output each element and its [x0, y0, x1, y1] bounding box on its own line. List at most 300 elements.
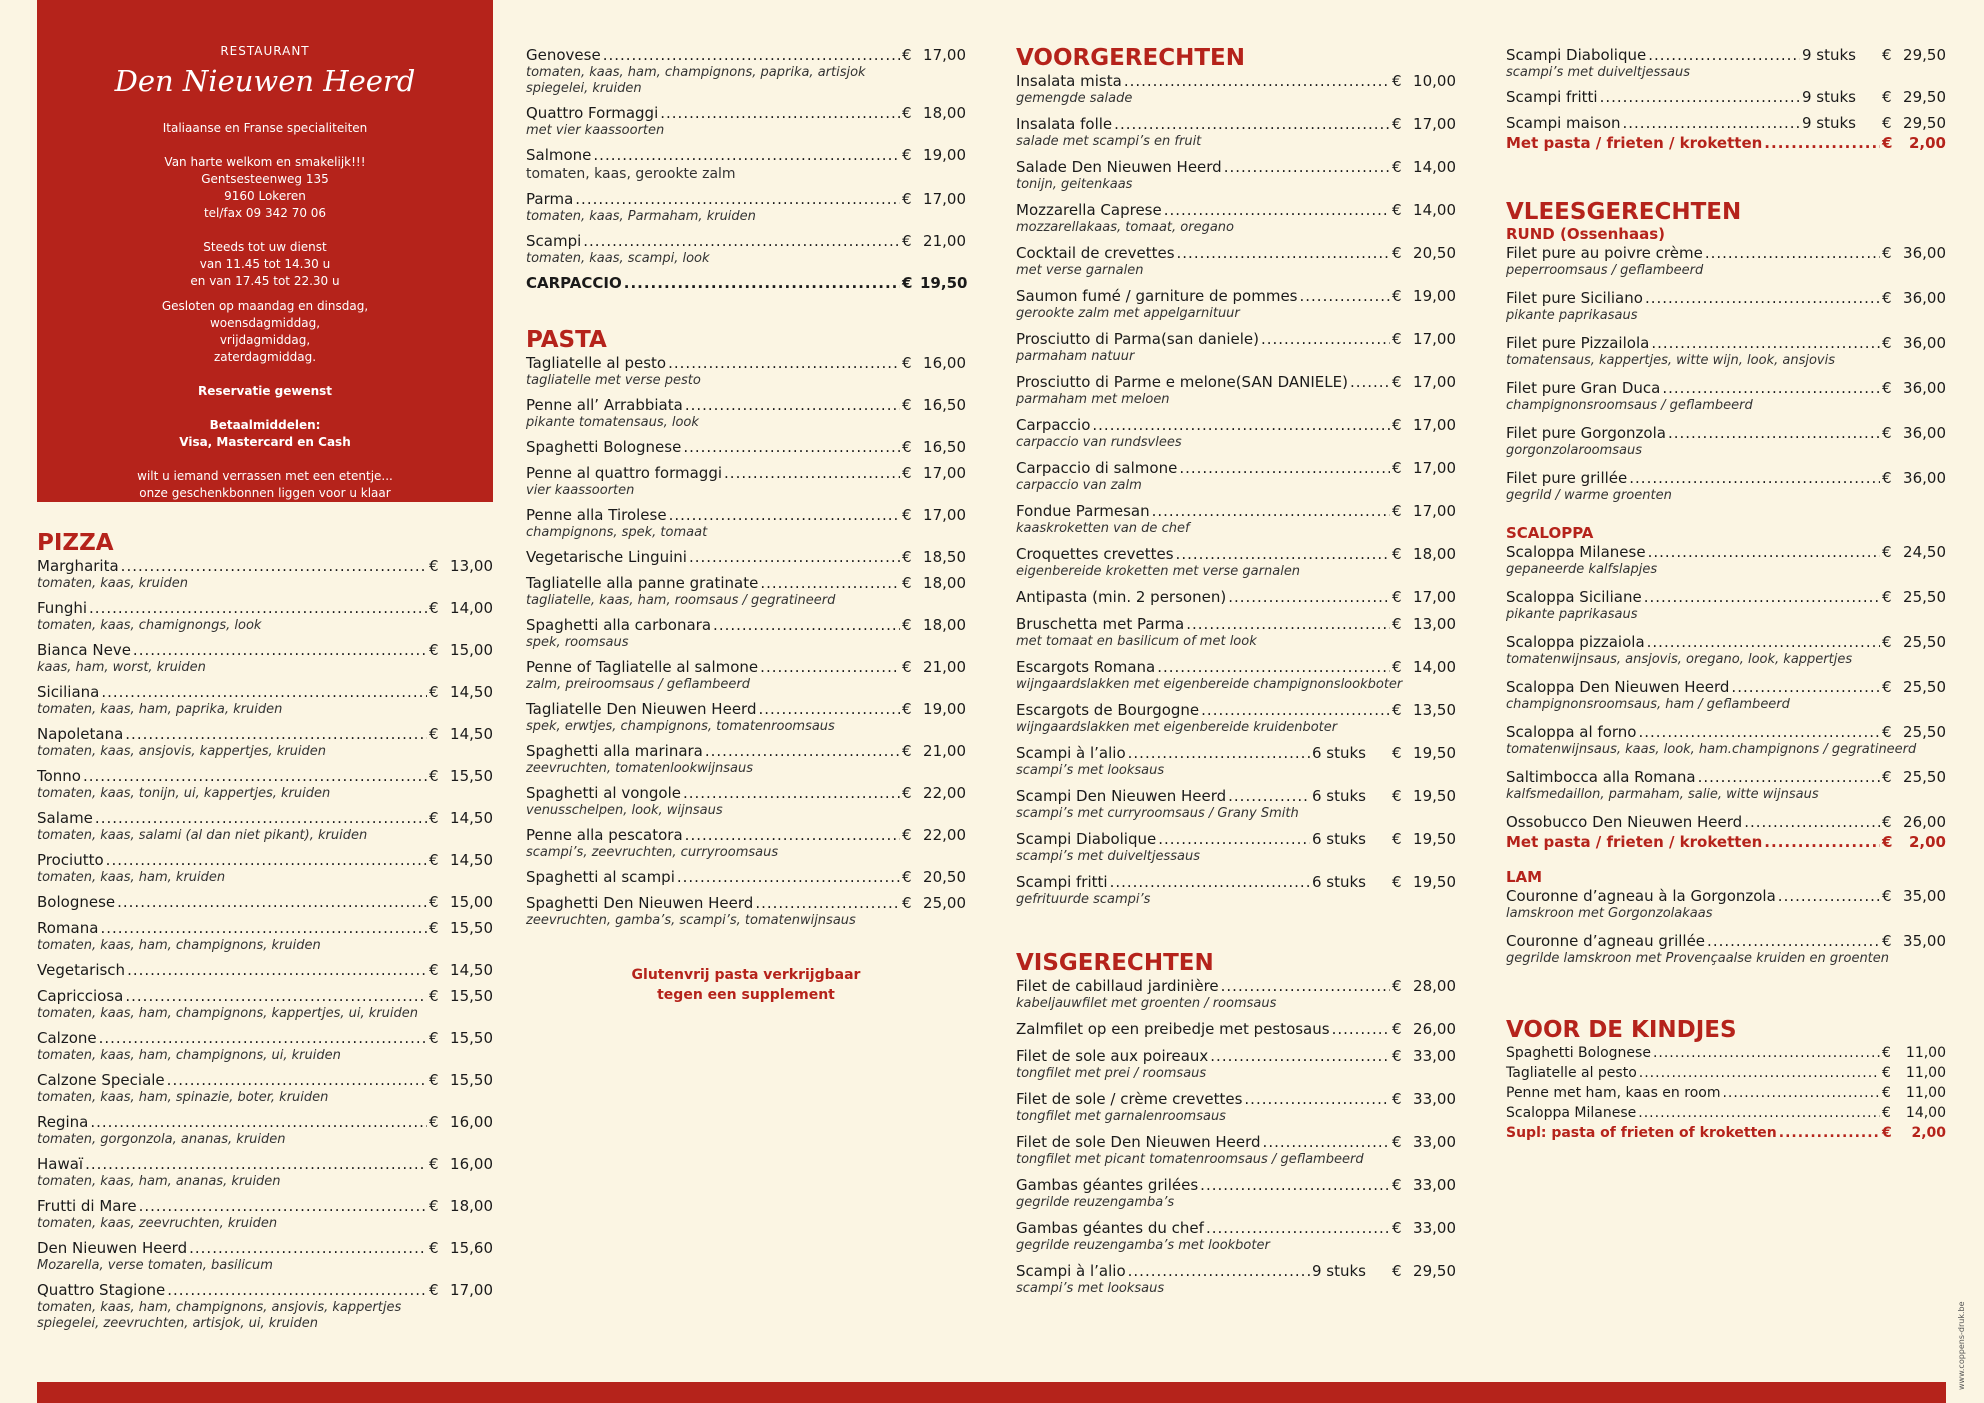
menu-item-name: Penne al quattro formaggi [526, 464, 723, 482]
menu-item [37, 850, 493, 886]
menu-item-price: 17,00 [923, 506, 966, 524]
menu-item-currency: € [1392, 330, 1402, 348]
menu-item-name: Tagliatelle Den Nieuwen Heerd [526, 700, 757, 718]
menu-item-name: Scampi Den Nieuwen Heerd [1016, 787, 1227, 805]
menu-item-name: Filet de sole aux poireaux [1016, 1047, 1209, 1065]
menu-item-price: 18,00 [450, 1197, 493, 1215]
menu-item-name: CARPACCIO [526, 274, 622, 292]
menu-item [1016, 657, 1456, 693]
menu-item-description: Mozarella, verse tomaten, basilicum [37, 1258, 273, 1273]
menu-item-name: Cocktail de crevettes [1016, 244, 1175, 262]
menu-item-price: 11,00 [1905, 1045, 1946, 1061]
section-title-kindjes: VOOR DE KINDJES [1506, 1017, 1737, 1043]
menu-item [526, 893, 966, 929]
menu-item-description: tomaten, kaas, chamignongs, look [37, 618, 262, 633]
menu-item-currency: € [902, 232, 912, 250]
restaurant-label: RESTAURANT [220, 44, 310, 58]
menu-item-name: Spaghetti al vongole [526, 784, 681, 802]
section-title-pasta: PASTA [526, 327, 607, 353]
menu-item-currency: € [1882, 887, 1892, 905]
menu-item-price: 25,50 [1903, 678, 1946, 696]
menu-item-name: Spaghetti Den Nieuwen Heerd [526, 894, 754, 912]
menu-item-name: Scaloppa Milanese [1506, 1105, 1637, 1121]
menu-item [526, 189, 966, 225]
menu-item [1506, 677, 1946, 713]
menu-item-price: 21,00 [923, 658, 966, 676]
menu-item-price: 13,00 [1413, 615, 1456, 633]
menu-item-name: Bolognese [37, 893, 116, 911]
pizza-list-continued [526, 45, 966, 293]
menu-item-description: kabeljauwfilet met groenten / roomsaus [1016, 996, 1277, 1011]
menu-item-price: 17,00 [1413, 416, 1456, 434]
menu-item-currency: € [1392, 201, 1402, 219]
menu-item-currency: € [429, 851, 439, 869]
menu-item-price: 25,50 [1903, 723, 1946, 741]
closed-line-2: woensdagmiddag, [209, 316, 321, 330]
welcome: Van harte welkom en smakelijk!!! [164, 155, 366, 169]
menu-item [526, 741, 966, 777]
menu-item-price: 14,50 [450, 809, 493, 827]
menu-item-name: Insalata mista [1016, 72, 1122, 90]
menu-item-currency: € [1882, 588, 1892, 606]
menu-item-currency: € [902, 274, 913, 292]
menu-item-description: gefrituurde scampi’s [1016, 892, 1151, 907]
menu-item [526, 547, 966, 567]
menu-item-currency: € [1392, 787, 1402, 805]
menu-item-name: Scampi maison [1506, 114, 1621, 132]
menu-item-price: 11,00 [1905, 1065, 1946, 1081]
menu-item [1016, 743, 1456, 779]
menu-item-currency: € [1882, 633, 1892, 651]
bottom-bar [37, 1382, 1946, 1403]
menu-item-description: tomatensaus, kappertjes, witte wijn, look, ansjovis [1506, 353, 1835, 368]
menu-item-currency: € [1882, 543, 1892, 561]
menu-item-currency: € [902, 46, 912, 64]
menu-item-currency: € [1882, 723, 1892, 741]
menu-item-price: 33,00 [1413, 1090, 1456, 1108]
menu-item [37, 640, 493, 676]
menu-item-currency: € [1882, 379, 1892, 397]
menu-item-description: scampi’s met duiveltjessaus [1506, 65, 1690, 80]
menu-item [37, 766, 493, 802]
menu-item-description: champignonsroomsaus / geflambeerd [1506, 398, 1753, 413]
menu-item-price: 25,50 [1903, 588, 1946, 606]
menu-item-currency: € [1882, 334, 1892, 352]
menu-item-currency: € [1882, 932, 1892, 950]
menu-item-currency: € [429, 1155, 439, 1173]
menu-item [37, 892, 493, 912]
menu-item-price: 18,00 [923, 104, 966, 122]
menu-item [1016, 1046, 1456, 1082]
menu-item-name: Tagliatelle al pesto [1506, 1065, 1637, 1081]
menu-item-price: 29,50 [1413, 1262, 1456, 1280]
menu-item-description: gegrild / warme groenten [1506, 488, 1672, 503]
menu-item-price: 14,50 [450, 725, 493, 743]
menu-item-currency: € [1392, 588, 1402, 606]
menu-item [526, 657, 966, 693]
menu-item-currency: € [429, 961, 439, 979]
menu-item-name: Prociutto [37, 851, 104, 869]
menu-item-description: tagliatelle met verse pesto [526, 373, 701, 388]
menu-item-name: Filet pure Siciliano [1506, 289, 1643, 307]
menu-item-name: Filet pure au poivre crème [1506, 244, 1703, 262]
menu-item-currency: € [1392, 615, 1402, 633]
menu-item-name: Genovese [526, 46, 601, 64]
menu-item [1016, 458, 1456, 494]
menu-item [1506, 931, 1946, 967]
menu-item-price: 17,00 [1413, 115, 1456, 133]
menu-item-currency: € [1392, 502, 1402, 520]
menu-item-description: tomaten, gorgonzola, ananas, kruiden [37, 1132, 286, 1147]
menu-item [37, 1028, 493, 1064]
menu-item-description: tomaten, kaas, ham, champignons, ansjovis, kappertjes [37, 1300, 402, 1315]
menu-item [526, 231, 966, 267]
gluten-free-note-1: Glutenvrij pasta verkrijgbaar [631, 967, 861, 983]
menu-item-price: 19,50 [1413, 830, 1456, 848]
section-title-visgerechten: VISGERECHTEN [1016, 950, 1214, 976]
menu-item-description: tomaten, kaas, ham, champignons, paprika, artisjok [526, 65, 866, 80]
menu-item [1506, 423, 1946, 459]
menu-item-price: 19,50 [920, 274, 968, 292]
menu-item-description: spiegelei, zeevruchten, artisjok, ui, kruiden [37, 1316, 318, 1331]
menu-item-currency: € [1882, 813, 1892, 831]
menu-item-description: salade met scampi’s en fruit [1016, 134, 1202, 149]
menu-item-description: mozzarellakaas, tomaat, oregano [1016, 220, 1234, 235]
menu-item-name: Hawaï [37, 1155, 84, 1173]
menu-item-name: Penne alla pescatora [526, 826, 683, 844]
menu-item-name: Scaloppa Den Nieuwen Heerd [1506, 678, 1730, 696]
menu-item-name: Scampi fritti [1016, 873, 1108, 891]
menu-item-price: 19,50 [1413, 873, 1456, 891]
printer-credit: www.coppens-druk.be [1957, 1301, 1966, 1390]
menu-item-currency: € [902, 868, 912, 886]
lam-list [1506, 886, 1946, 967]
menu-item-currency: € [1392, 373, 1402, 391]
column-1 [37, 0, 493, 1332]
menu-item [1016, 1218, 1456, 1254]
menu-item-name: Salmone [526, 146, 592, 164]
menu-item-currency: € [429, 599, 439, 617]
menu-item-description: tomaten, kaas, tonijn, ui, kappertjes, kruiden [37, 786, 331, 801]
menu-item-description: spek, erwtjes, champignons, tomatenroomsaus [526, 719, 835, 734]
menu-item-price: 15,50 [450, 919, 493, 937]
menu-item-currency: € [1882, 469, 1892, 487]
menu-item [526, 395, 966, 431]
menu-item-currency: € [902, 658, 912, 676]
menu-item-price: 25,00 [923, 894, 966, 912]
menu-item-description: scampi’s met curryroomsaus / Grany Smith [1016, 806, 1299, 821]
menu-item-description: champignonsroomsaus, ham / geflambeerd [1506, 697, 1790, 712]
menu-item-name: Spaghetti Bolognese [1506, 1045, 1651, 1061]
menu-item-name: Filet pure Gorgonzola [1506, 424, 1666, 442]
menu-item-name: Scaloppa al forno [1506, 723, 1637, 741]
menu-item-currency: € [1392, 830, 1402, 848]
menu-item-currency: € [1392, 744, 1402, 762]
menu-item [1506, 378, 1946, 414]
menu-item-name: Margharita [37, 557, 119, 575]
menu-item-price: 20,50 [923, 868, 966, 886]
menu-item-name: Scaloppa Milanese [1506, 543, 1646, 561]
menu-item-description: wijngaardslakken met eigenbereide kruidenboter [1016, 720, 1338, 735]
menu-item-description: tomaten, kaas, ham, champignons, kruiden [37, 938, 321, 953]
voorgerechten-list [1016, 71, 1456, 908]
menu-item-name: Filet pure grillée [1506, 469, 1628, 487]
menu-item [1506, 722, 1946, 758]
menu-item-currency: € [1392, 287, 1402, 305]
menu-item-name: Insalata folle [1016, 115, 1113, 133]
kindjes-list [1506, 1043, 1946, 1123]
menu-item-name: Vegetarische Linguini [526, 548, 687, 566]
menu-item [37, 986, 493, 1022]
menu-item-name: Scampi Diabolique [1016, 830, 1157, 848]
menu-item-currency: € [1882, 1105, 1891, 1121]
menu-item-currency: € [902, 104, 912, 122]
menu-item-currency: € [902, 464, 912, 482]
menu-item [526, 505, 966, 541]
menu-item-price: 11,00 [1905, 1085, 1946, 1101]
menu-item-price: 25,50 [1903, 768, 1946, 786]
menu-item-description: tongfilet met garnalenroomsaus [1016, 1109, 1226, 1124]
menu-item-quantity: 6 stuks [1311, 787, 1366, 805]
menu-item-price: 36,00 [1903, 379, 1946, 397]
subsection-title-lam: LAM [1506, 868, 1543, 886]
menu-item-price: 15,00 [450, 893, 493, 911]
menu-item-price: 16,00 [450, 1155, 493, 1173]
menu-item-name: Filet pure Gran Duca [1506, 379, 1661, 397]
menu-item-currency: € [1392, 1176, 1402, 1194]
menu-item-currency: € [1882, 1045, 1891, 1061]
menu-item-currency: € [429, 767, 439, 785]
menu-item-currency: € [429, 725, 439, 743]
menu-item-price: 26,00 [1903, 813, 1946, 831]
menu-item [1016, 372, 1456, 408]
menu-item-name: Ossobucco Den Nieuwen Heerd [1506, 813, 1743, 831]
menu-item-description: gegrilde reuzengamba’s met lookboter [1016, 1238, 1270, 1253]
payment-title: Betaalmiddelen: [209, 418, 321, 432]
menu-item-currency: € [1882, 46, 1892, 64]
menu-item-currency: € [1392, 72, 1402, 90]
menu-item-price: 25,50 [1903, 633, 1946, 651]
menu-item-description: zeevruchten, tomatenlookwijnsaus [526, 761, 753, 776]
menu-item-currency: € [1392, 977, 1402, 995]
menu-item [1506, 587, 1946, 623]
menu-item-price: 14,00 [1413, 201, 1456, 219]
address-street: Gentsesteenweg 135 [201, 172, 329, 186]
menu-item [37, 1154, 493, 1190]
menu-item [1016, 1261, 1456, 1297]
menu-item-description: gerookte zalm met appelgarnituur [1016, 306, 1240, 321]
menu-item-description: met vier kaassoorten [526, 123, 665, 138]
payment-methods: Visa, Mastercard en Cash [179, 435, 351, 449]
menu-item-name: Funghi [37, 599, 88, 617]
menu-item [526, 273, 966, 293]
menu-item-currency: € [902, 506, 912, 524]
menu-item-name: Frutti di Mare [37, 1197, 137, 1215]
menu-item-price: 35,00 [1903, 887, 1946, 905]
menu-item [37, 1196, 493, 1232]
menu-item-name: Capricciosa [37, 987, 124, 1005]
menu-item-description: vier kaassoorten [526, 483, 635, 498]
menu-item [1506, 1043, 1946, 1063]
menu-item [1016, 243, 1456, 279]
menu-item-description: tongfilet met picant tomatenroomsaus / geflambeerd [1016, 1152, 1364, 1167]
menu-item [1506, 333, 1946, 369]
menu-item-description: parmaham met meloen [1016, 392, 1170, 407]
menu-item-description: gegrilde reuzengamba’s [1016, 1195, 1175, 1210]
menu-item [526, 353, 966, 389]
restaurant-info-box [37, 0, 493, 502]
menu-item-name: Quattro Formaggi [526, 104, 659, 122]
menu-item-name: Prosciutto di Parma(san daniele) [1016, 330, 1259, 348]
menu-item-currency: € [902, 700, 912, 718]
menu-item-name: Tagliatelle al pesto [526, 354, 667, 372]
menu-item-currency: € [1392, 244, 1402, 262]
address-city: 9160 Lokeren [224, 189, 306, 203]
menu-item-currency: € [1882, 114, 1892, 132]
menu-item-name: Calzone [37, 1029, 97, 1047]
menu-item-currency: € [1392, 545, 1402, 563]
menu-item-currency: € [902, 742, 912, 760]
column-4 [1506, 0, 1946, 1143]
menu-item-price: 24,50 [1903, 543, 1946, 561]
menu-item-price: 17,00 [450, 1281, 493, 1299]
menu-item-price: 18,00 [923, 616, 966, 634]
menu-item-currency: € [1392, 1133, 1402, 1151]
menu-item-description: tomaten, kaas, ham, spinazie, boter, kruiden [37, 1090, 329, 1105]
menu-item-name: Prosciutto di Parme e melone(SAN DANIELE) [1016, 373, 1348, 391]
menu-item-currency: € [1392, 1047, 1402, 1065]
scampi-extra-list [1506, 45, 1946, 133]
menu-item [1016, 587, 1456, 607]
menu-item-currency: € [902, 894, 912, 912]
menu-item [1506, 45, 1946, 81]
kindjes-supplement: Supl: pasta of frieten of kroketten ..... € 2,00 [1506, 1123, 1946, 1143]
menu-item-description: pikante paprikasaus [1506, 308, 1638, 323]
menu-item-description: tagliatelle, kaas, ham, roomsaus / gegratineerd [526, 593, 836, 608]
menu-item [37, 808, 493, 844]
menu-item [1506, 542, 1946, 578]
menu-item [1016, 415, 1456, 451]
menu-item [1016, 786, 1456, 822]
menu-item-price: 17,00 [923, 464, 966, 482]
menu-item-currency: € [429, 1239, 439, 1257]
menu-item-price: 18,50 [923, 548, 966, 566]
menu-item-name: Couronne d’agneau grillée [1506, 932, 1706, 950]
menu-item [1016, 329, 1456, 365]
menu-item-price: 33,00 [1413, 1047, 1456, 1065]
menu-item-currency: € [1882, 768, 1892, 786]
menu-item [1506, 1103, 1946, 1123]
menu-item-price: 17,00 [1413, 330, 1456, 348]
menu-item-price: 21,00 [923, 742, 966, 760]
menu-item-currency: € [1392, 416, 1402, 434]
reservation-note: Reservatie gewenst [197, 384, 333, 398]
menu-item-price: 18,00 [1413, 545, 1456, 563]
menu-item-name: Vegetarisch [37, 961, 126, 979]
menu-item-description: lamskroon met Gorgonzolakaas [1506, 906, 1713, 921]
menu-item-name: Scampi fritti [1506, 88, 1598, 106]
menu-item-description: spiegelei, kruiden [526, 81, 642, 96]
column-3 [1016, 0, 1456, 1297]
menu-item-price: 10,00 [1413, 72, 1456, 90]
menu-item [1016, 1019, 1456, 1039]
menu-item-description: tomatenwijnsaus, ansjovis, oregano, look, kappertjes [1506, 652, 1853, 667]
menu-item-price: 19,50 [1413, 787, 1456, 805]
menu-item [526, 867, 966, 887]
menu-item [526, 145, 966, 183]
menu-item-name: Croquettes crevettes [1016, 545, 1174, 563]
menu-item-name: Tagliatelle alla panne gratinate [526, 574, 759, 592]
restaurant-name: Den Nieuwen Heerd [114, 64, 416, 98]
menu-item-quantity: 9 stuks [1801, 88, 1856, 106]
subsection-title-scaloppa: SCALOPPA [1506, 524, 1594, 542]
menu-item-name: Spaghetti alla marinara [526, 742, 703, 760]
menu-item-price: 36,00 [1903, 244, 1946, 262]
gift-line-1: wilt u iemand verrassen met een etentje... [137, 469, 393, 483]
menu-item-name: Zalmfilet op een preibedje met pestosaus [1016, 1020, 1330, 1038]
menu-item-price: 19,00 [923, 700, 966, 718]
closed-line-4: zaterdagmiddag. [213, 350, 317, 364]
column-2 [526, 0, 966, 1005]
menu-item-currency: € [429, 1197, 439, 1215]
menu-item [37, 1070, 493, 1106]
menu-item-name: Carpaccio di salmone [1016, 459, 1178, 477]
menu-item-price: 29,50 [1903, 88, 1946, 106]
menu-item-price: 15,00 [450, 641, 493, 659]
menu-item-description: tomaten, kaas, ham, champignons, kappertjes, ui, kruiden [37, 1006, 418, 1021]
menu-item-name: Romana [37, 919, 99, 937]
menu-item-currency: € [429, 557, 439, 575]
menu-item-name: Scaloppa Siciliane [1506, 588, 1642, 606]
menu-item-description: scampi’s, zeevruchten, curryroomsaus [526, 845, 779, 860]
menu-item-description: eigenbereide kroketten met verse garnalen [1016, 564, 1301, 579]
menu-item-currency: € [902, 354, 912, 372]
menu-item [37, 918, 493, 954]
menu-item-name: Saumon fumé / garniture de pommes [1016, 287, 1298, 305]
menu-item-description: pikante tomatensaus, look [526, 415, 699, 430]
menu-item-description: tomaten, kaas, Parmaham, kruiden [526, 209, 756, 224]
menu-item [526, 825, 966, 861]
menu-item-name: Parma [526, 190, 574, 208]
menu-item-price: 33,00 [1413, 1176, 1456, 1194]
menu-item-quantity: 9 stuks [1311, 1262, 1366, 1280]
menu-item-description: kaas, ham, worst, kruiden [37, 660, 206, 675]
menu-item-currency: € [1392, 658, 1402, 676]
closed-line-1: Gesloten op maandag en dinsdag, [161, 299, 369, 313]
menu-item-description: met tomaat en basilicum of met look [1016, 634, 1257, 649]
menu-item-quantity: 9 stuks [1801, 114, 1856, 132]
visgerechten-list [1016, 976, 1456, 1297]
menu-item [1506, 1063, 1946, 1083]
menu-item [1016, 200, 1456, 236]
menu-item-name: Gambas géantes grilées [1016, 1176, 1199, 1194]
scaloppa-list [1506, 542, 1946, 832]
menu-item-name: Antipasta (min. 2 personen) [1016, 588, 1227, 606]
menu-item [37, 724, 493, 760]
menu-item-price: 36,00 [1903, 424, 1946, 442]
menu-item-description: scampi’s met duiveltjessaus [1016, 849, 1200, 864]
menu-item-currency: € [1882, 424, 1892, 442]
menu-item-currency: € [429, 1113, 439, 1131]
menu-item-price: 17,00 [923, 46, 966, 64]
menu-item [1016, 544, 1456, 580]
menu-item-price: 15,50 [450, 1029, 493, 1047]
menu-item-name: Salame [37, 809, 93, 827]
menu-item-currency: € [902, 784, 912, 802]
menu-item-description: parmaham natuur [1016, 349, 1135, 364]
menu-item-name: Filet de sole Den Nieuwen Heerd [1016, 1133, 1261, 1151]
menu-item-currency: € [1392, 1090, 1402, 1108]
